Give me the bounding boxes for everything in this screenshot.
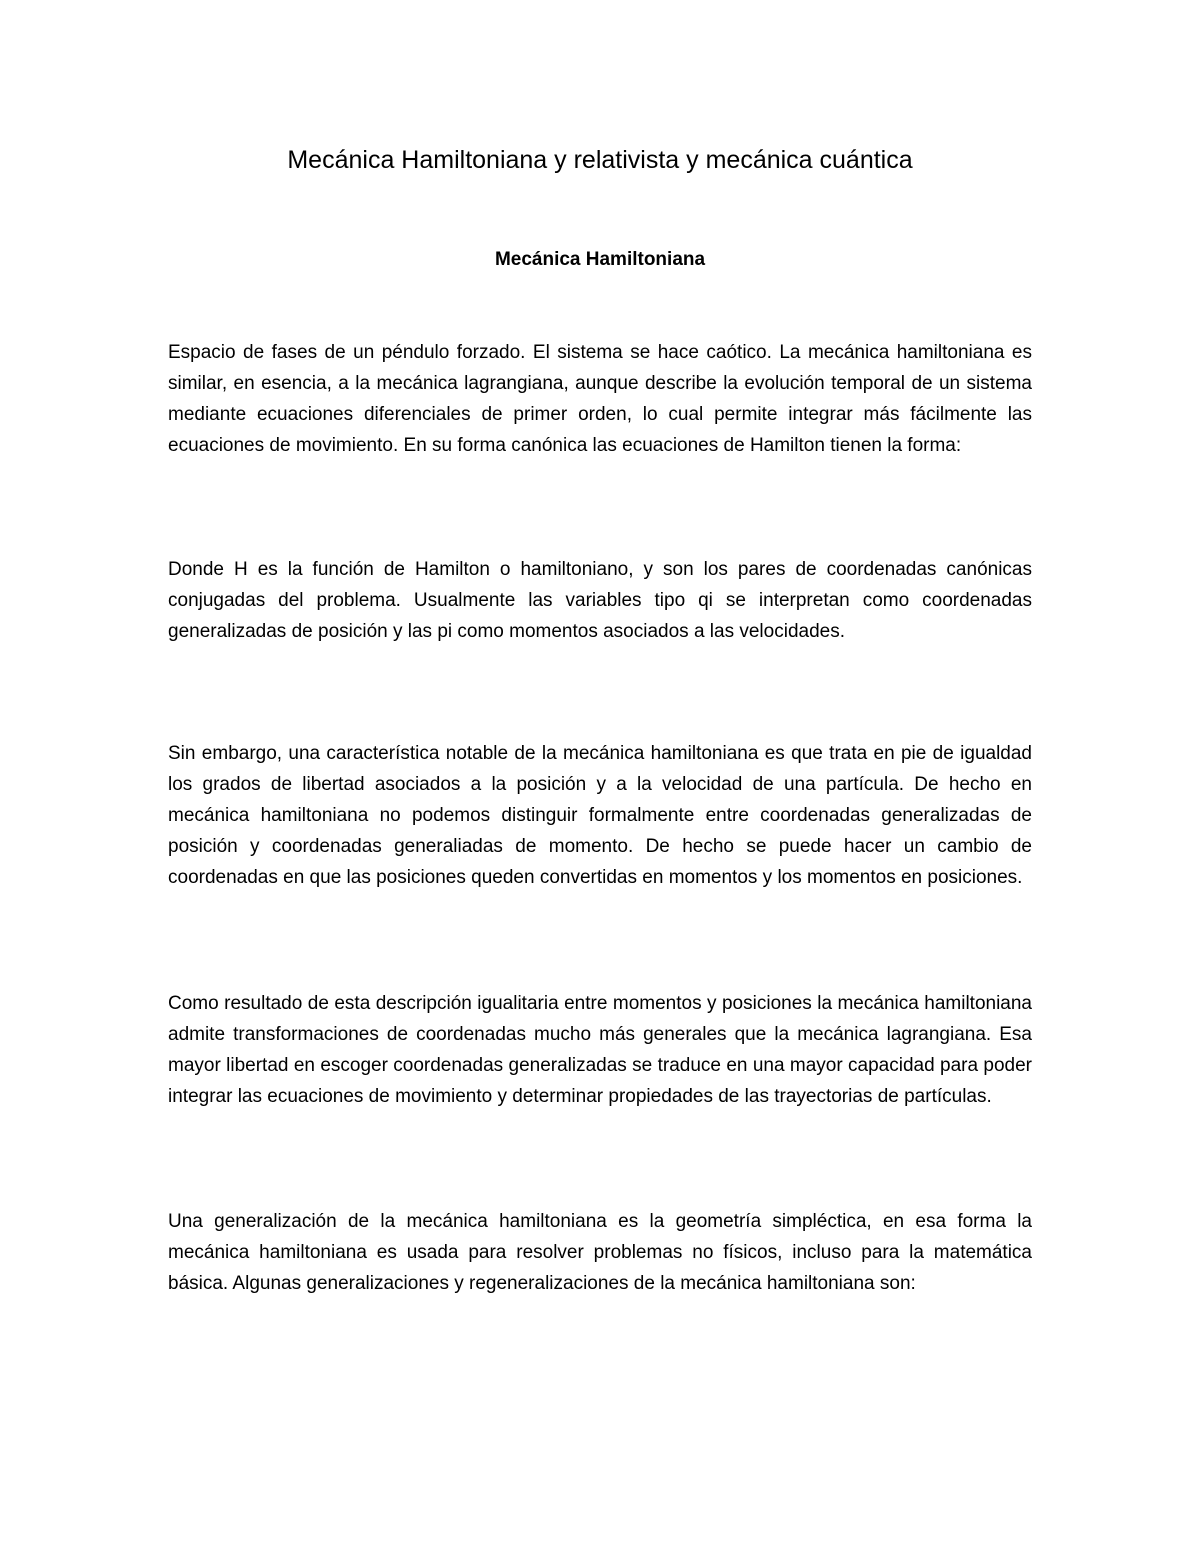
document-title: Mecánica Hamiltoniana y relativista y mecánica cuántica (287, 146, 913, 174)
paragraph-phase-space: Espacio de fases de un péndulo forzado. El sistema se hace caótico. La mecánica hamiltoniana es similar, en esencia, a la mecánica lagrangiana, aunque describe la evolución temporal de un sistema mediante ecuaciones diferenciales de primer orden, lo cual permite integrar más fácilmente las ecuaciones de movimiento. En su forma canónica las ecuaciones de Hamilton tienen la forma: (168, 342, 1032, 456)
section-heading: Mecánica Hamiltoniana (494, 249, 706, 270)
paragraph-equal-footing: Sin embargo, una característica notable de la mecánica hamiltoniana es que trata en pie de igualdad los grados de libertad asociados a la posición y a la velocidad de una partícula. De hecho en mecánica hamiltoniana no podemos distinguir formalmente entre coordenadas generalizadas de posición y coordenadas generaliadas de momento. De hecho se puede hacer un cambio de coordenadas en que las posiciones queden convertidas en momentos y los momentos en posiciones. (168, 743, 1032, 888)
paragraph-generalizations: Una generalización de la mecánica hamiltoniana es la geometría simpléctica, en esa forma la mecánica hamiltoniana es usada para resolver problemas no físicos, incluso para la matemática básica. Algunas generalizaciones y regeneralizaciones de la mecánica hamiltoniana son: (168, 1211, 1032, 1294)
paragraph-transformations: Como resultado de esta descripción igualitaria entre momentos y posiciones la mecánica hamiltoniana admite transformaciones de coordenadas mucho más generales que la mecánica lagrangiana. Esa mayor libertad en escoger coordenadas generalizadas se traduce en una mayor capacidad para poder integrar las ecuaciones de movimiento y determinar propiedades de las trayectorias de partículas. (168, 993, 1032, 1107)
paragraph-hamiltonian-definition: Donde H es la función de Hamilton o hamiltoniano, y son los pares de coordenadas canónicas conjugadas del problema. Usualmente las variables tipo qi se interpretan como coordenadas generalizadas de posición y las pi como momentos asociados a las velocidades. (168, 559, 1032, 642)
